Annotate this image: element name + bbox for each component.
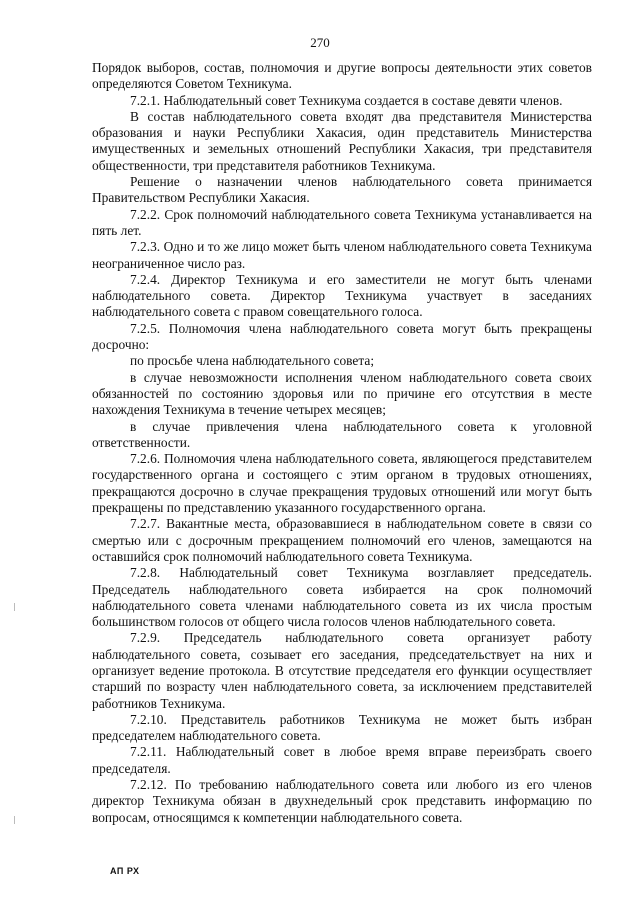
margin-tick <box>14 603 15 611</box>
paragraph: 7.2.5. Полномочия члена наблюдательного совета могут быть прекращены досрочно: <box>92 320 592 353</box>
footer-mark: АП РХ <box>110 866 140 876</box>
document-body <box>92 60 592 826</box>
paragraph: 7.2.11. Наблюдательный совет в любое время вправе переизбрать своего председателя. <box>92 744 592 776</box>
paragraph: в случае невозможности исполнения членом наблюдательного совета своих обязанностей по состоянию здоровья или по причине его отсутствия в месте нахождения Техникума в течение четырех месяцев; <box>92 369 592 418</box>
paragraph: 7.2.6. Полномочия члена наблюдательного совета, являющегося представителем государственного органа и состоящего с этим органом в трудовых отношениях, прекращаются досрочно в случае прекращения трудовых отношений или могут быть прекращены по представлению указанного государственного органа. <box>92 451 592 516</box>
paragraph: 7.2.3. Одно и то же лицо может быть членом наблюдательного совета Техникума неограниченное число раз. <box>92 239 592 271</box>
paragraph: 7.2.12. По требованию наблюдательного совета или любого из его членов директор Техникума обязан в двухнедельный срок представить информацию по вопросам, относящимся к компетенции наблюдательного совета. <box>92 777 592 825</box>
page-number: 270 <box>310 35 330 50</box>
paragraph: Решение о назначении членов наблюдательного совета принимается Правительством Республики Хакасия. <box>92 174 592 206</box>
paragraph: 7.2.10. Представитель работников Техникума не может быть избран председателем наблюдательного совета. <box>92 711 592 744</box>
paragraph: в случае привлечения члена наблюдательного совета к уголовной ответственности. <box>92 418 592 450</box>
paragraph: 7.2.2. Срок полномочий наблюдательного совета Техникума устанавливается на пять лет. <box>92 206 592 238</box>
paragraph: 7.2.4. Директор Техникума и его заместители не могут быть членами наблюдательного совета. Директор Техникума участвует в заседаниях наблюдательного совета с правом совещательного голоса. <box>92 271 592 320</box>
margin-tick <box>14 816 15 824</box>
paragraph: 7.2.7. Вакантные места, образовавшиеся в наблюдательном совете в связи со смертью или с досрочным прекращением полномочий его членов, замещаются на оставшийся срок полномочий наблюдательного совета Техникума. <box>92 516 592 564</box>
paragraph: Порядок выборов, состав, полномочия и другие вопросы деятельности этих советов определяются Советом Техникума. <box>92 60 592 92</box>
paragraph: В состав наблюдательного совета входят два представителя Министерства образования и науки Республики Хакасия, один представитель Министерства имущественных и земельных отношений Республики Хакасия, три представителя общественности, три представителя работников Техникума. <box>92 108 592 173</box>
paragraph: 7.2.9. Председатель наблюдательного совета организует работу наблюдательного совета, созывает его заседания, председательствует на них и организует ведение протокола. В отсутствие председателя его функции осуществляет старший по возрасту член наблюдательного совета, за исключением представителей работников Техникума. <box>92 630 592 711</box>
paragraph: 7.2.8. Наблюдательный совет Техникума возглавляет председатель. Председатель наблюдательного совета избирается на срок полномочий наблюдательного совета членами наблюдательного совета из их числа простым большинством голосов от общего числа голосов членов наблюдательного совета. <box>92 565 592 630</box>
paragraph: по просьбе члена наблюдательного совета; <box>130 353 375 369</box>
paragraph: 7.2.1. Наблюдательный совет Техникума создается в составе девяти членов. <box>130 92 563 108</box>
